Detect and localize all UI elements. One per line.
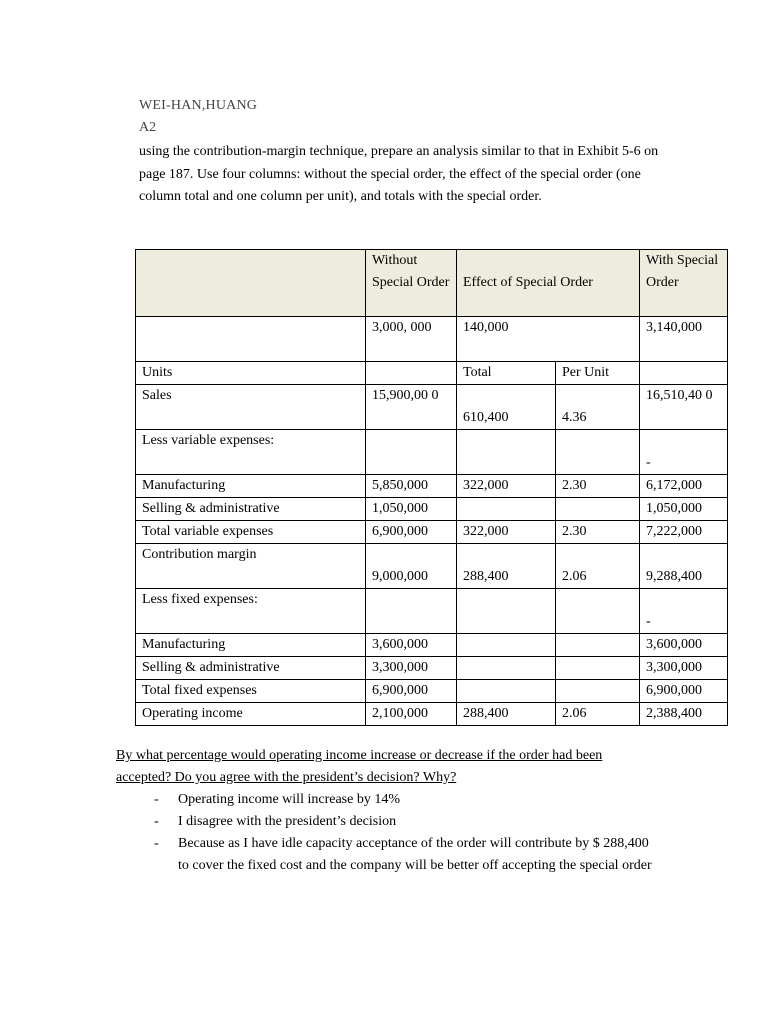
- total-fixed-without: 6,900,000: [366, 680, 457, 703]
- instructions-paragraph: using the contribution-margin technique, prepare an analysis similar to that in Exhibit 5-6 on page 187. Use four columns: without the special order, the effect of the special order (one column total and one column per unit), and totals with the special order.: [139, 144, 659, 204]
- table-row: [136, 362, 728, 385]
- table-cell: [640, 362, 728, 385]
- dash-bullet-icon: -: [154, 836, 159, 851]
- operating-income-total: 288,400: [457, 703, 556, 726]
- sales-per-unit: 4.36: [556, 385, 640, 430]
- table-row: [136, 498, 728, 521]
- header-blank-cell: [136, 250, 366, 317]
- var-manufacturing-total: 322,000: [457, 475, 556, 498]
- operating-income-without: 2,100,000: [366, 703, 457, 726]
- fix-selling-total: [457, 657, 556, 680]
- units-label: Units: [136, 362, 366, 385]
- table-row: [136, 657, 728, 680]
- list-item: [154, 789, 658, 811]
- var-selling-total: [457, 498, 556, 521]
- table-row: [136, 385, 728, 430]
- fix-selling-per-unit: [556, 657, 640, 680]
- table-cell: [366, 589, 457, 634]
- table-header-row: [136, 250, 728, 317]
- table-cell: [457, 589, 556, 634]
- sales-with: 16,510,40 0: [640, 385, 728, 430]
- less-fixed-label: Less fixed expenses:: [136, 589, 366, 634]
- table-row: [136, 634, 728, 657]
- table-cell: [366, 362, 457, 385]
- assignment-code: A2: [139, 120, 157, 135]
- answer-text: I disagree with the president’s decision: [178, 814, 397, 829]
- table-row: [136, 430, 728, 475]
- table-row: [136, 544, 728, 589]
- table-cell: [457, 430, 556, 475]
- var-manufacturing-per-unit: 2.30: [556, 475, 640, 498]
- table-cell: [556, 430, 640, 475]
- fix-manufacturing-per-unit: [556, 634, 640, 657]
- per-unit-column-label: Per Unit: [556, 362, 640, 385]
- total-variable-total: 322,000: [457, 521, 556, 544]
- table-cell: [136, 317, 366, 362]
- units-effect-cell: 140,000: [457, 317, 640, 362]
- var-manufacturing-without: 5,850,000: [366, 475, 457, 498]
- total-column-label: Total: [457, 362, 556, 385]
- dash-bullet-icon: -: [154, 814, 159, 829]
- total-variable-label: Total variable expenses: [136, 521, 366, 544]
- total-fixed-total: [457, 680, 556, 703]
- answer-list: [154, 789, 658, 877]
- contribution-margin-table: [135, 249, 728, 726]
- var-selling-per-unit: [556, 498, 640, 521]
- contribution-margin-per-unit: 2.06: [556, 544, 640, 589]
- contribution-margin-with: 9,288,400: [640, 544, 728, 589]
- sales-label: Sales: [136, 385, 366, 430]
- header-with-special-order: With Special Order: [640, 250, 728, 317]
- contribution-margin-total: 288,400: [457, 544, 556, 589]
- table-row: [136, 703, 728, 726]
- total-variable-with: 7,222,000: [640, 521, 728, 544]
- contribution-margin-without: 9,000,000: [366, 544, 457, 589]
- var-selling-without: 1,050,000: [366, 498, 457, 521]
- var-manufacturing-with: 6,172,000: [640, 475, 728, 498]
- fix-selling-label: Selling & administrative: [136, 657, 366, 680]
- table-row: [136, 521, 728, 544]
- table-cell: [366, 430, 457, 475]
- var-manufacturing-label: Manufacturing: [136, 475, 366, 498]
- dash-bullet-icon: -: [154, 792, 159, 807]
- list-item: [154, 811, 658, 833]
- table-row: [136, 589, 728, 634]
- question-text: By what percentage would operating income increase or decrease if the order had been accepted? Do you agree with the president’s decision? Why?: [116, 748, 603, 785]
- less-fixed-with: -: [640, 589, 728, 634]
- fix-manufacturing-with: 3,600,000: [640, 634, 728, 657]
- fix-selling-without: 3,300,000: [366, 657, 457, 680]
- fix-selling-with: 3,300,000: [640, 657, 728, 680]
- total-fixed-label: Total fixed expenses: [136, 680, 366, 703]
- sales-total: 610,400: [457, 385, 556, 430]
- table-row: [136, 317, 728, 362]
- fix-manufacturing-total: [457, 634, 556, 657]
- header-without-special-order: Without Special Order: [366, 250, 457, 317]
- total-fixed-per-unit: [556, 680, 640, 703]
- total-fixed-with: 6,900,000: [640, 680, 728, 703]
- table-row: [136, 680, 728, 703]
- operating-income-per-unit: 2.06: [556, 703, 640, 726]
- less-variable-with: -: [640, 430, 728, 475]
- contribution-margin-label: Contribution margin: [136, 544, 366, 589]
- fix-manufacturing-without: 3,600,000: [366, 634, 457, 657]
- answer-text: Because as I have idle capacity acceptance of the order will contribute by $ 288,400 to cover the fixed cost and the company will be better off accepting the special order: [178, 836, 652, 873]
- answer-text: Operating income will increase by 14%: [178, 792, 400, 807]
- header-effect-of-special-order: Effect of Special Order: [457, 250, 640, 317]
- author-name: WEI-HAN,HUANG: [139, 98, 258, 113]
- operating-income-label: Operating income: [136, 703, 366, 726]
- units-without-cell: 3,000, 000: [366, 317, 457, 362]
- var-selling-with: 1,050,000: [640, 498, 728, 521]
- less-variable-label: Less variable expenses:: [136, 430, 366, 475]
- var-selling-label: Selling & administrative: [136, 498, 366, 521]
- operating-income-with: 2,388,400: [640, 703, 728, 726]
- list-item: [154, 833, 658, 877]
- fix-manufacturing-label: Manufacturing: [136, 634, 366, 657]
- total-variable-without: 6,900,000: [366, 521, 457, 544]
- table-cell: [556, 589, 640, 634]
- table-row: [136, 475, 728, 498]
- total-variable-per-unit: 2.30: [556, 521, 640, 544]
- sales-without: 15,900,00 0: [366, 385, 457, 430]
- units-with-cell: 3,140,000: [640, 317, 728, 362]
